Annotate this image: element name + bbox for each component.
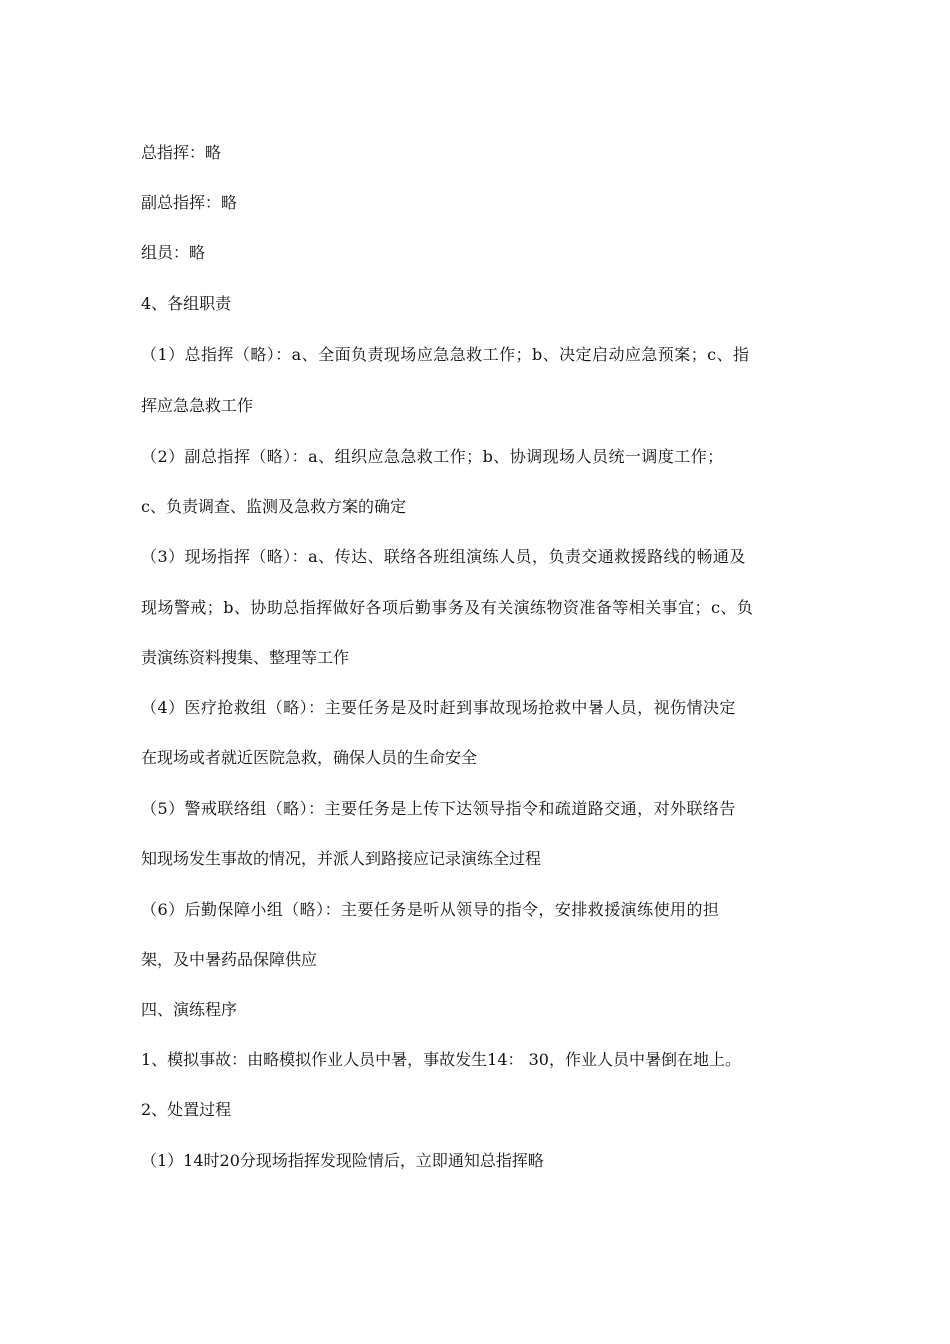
commander-line: 总指挥：略: [141, 143, 222, 162]
duty-3-line-1: （3）现场指挥（略）：a、传达、联络各班组演练人员，负责交通救援路线的畅通及: [141, 547, 746, 566]
duty-5-line-2: 知现场发生事故的情况，并派人到路接应记录演练全过程: [141, 849, 542, 868]
duty-5-line-1: （5）警戒联络组（略）：主要任务是上传下达领导指令和疏道路交通，对外联络告: [141, 799, 736, 818]
duty-2-line-1: （2）副总指挥（略）：a、组织应急急救工作；b、协调现场人员统一调度工作；: [141, 447, 724, 466]
duty-1-line-2: 挥应急急救工作: [141, 396, 254, 415]
duty-3-line-2: 现场警戒；b、协助总指挥做好各项后勤事务及有关演练物资准备等相关事宜；c、负: [141, 598, 754, 617]
duty-6-line-1: （6）后勤保障小组（略）：主要任务是听从领导的指令，安排救援演练使用的担: [141, 900, 720, 919]
duty-1-line-1: （1）总指挥（略）：a、全面负责现场应急急救工作；b、决定启动应急预案；c、指: [141, 345, 750, 364]
deputy-commander-line: 副总指挥：略: [141, 193, 238, 212]
duty-4-line-1: （4）医疗抢救组（略）：主要任务是及时赶到事故现场抢救中暑人员，视伤情决定: [141, 698, 736, 717]
duty-4-line-2: 在现场或者就近医院急救，确保人员的生命安全: [141, 748, 478, 767]
procedure-item-2: 2、处置过程: [141, 1100, 232, 1119]
procedure-item-1: 1、模拟事故：由略模拟作业人员中暑，事故发生14： 30，作业人员中暑倒在地上。: [141, 1050, 741, 1069]
duty-2-line-2: c、负责调查、监测及急救方案的确定: [141, 497, 406, 516]
members-line: 组员：略: [141, 243, 206, 262]
section-heading-duties: 4、各组职责: [141, 294, 232, 313]
duty-6-line-2: 架，及中暑药品保障供应: [141, 950, 318, 969]
section-heading-procedure: 四、演练程序: [141, 1000, 238, 1019]
procedure-step-1: （1）14时20分现场指挥发现险情后，立即通知总指挥略: [141, 1151, 544, 1170]
duty-3-line-3: 责演练资料搜集、整理等工作: [141, 648, 350, 667]
